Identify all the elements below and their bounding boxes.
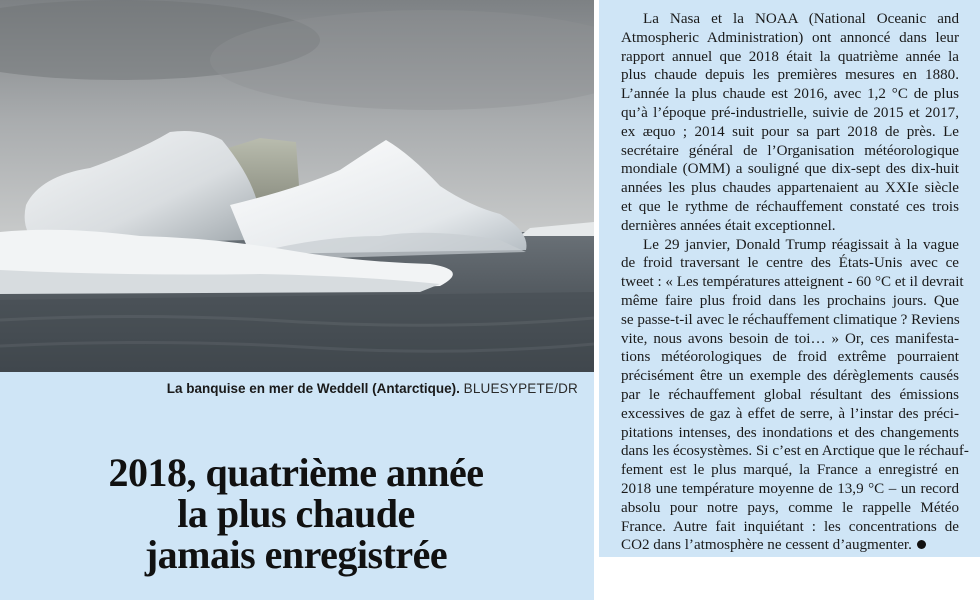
p2-line: dans les écosystèmes. Si c’est en Arctique que le réchauf- (621, 443, 969, 460)
p1-line: La Nasa et la NOAA (National Oceanic and (643, 11, 959, 27)
p2-last-line (621, 536, 959, 555)
p1-line: Atmospheric Administration) ont annoncé dans leur (621, 29, 959, 46)
headline-line-1: 2018, quatrième année (108, 450, 484, 495)
headline-line-2: la plus chaude (177, 491, 415, 536)
p2-line: absolu pour notre pays, comme le rappelle Météo (621, 499, 959, 516)
p2-line: pitations intenses, des inondations et des changements (621, 424, 959, 441)
article-body (621, 10, 969, 555)
p2-line: fement est le plus marqué, la France a enregistré en (621, 462, 959, 479)
iceberg-illustration (0, 0, 594, 372)
p1-line: mondiale (OMM) a souligné que dix-sept des dix-huit (621, 161, 959, 178)
p1-line: L’année la plus chaude est 2016, avec 1,2 °C de plus (621, 86, 959, 103)
paragraph-1 (621, 10, 959, 236)
p2-final-text: CO2 dans l’atmosphère ne cessent d’augmenter. (621, 537, 912, 554)
headline (40, 452, 552, 575)
p1-line: rapport annuel que 2018 était la quatrième année la (621, 48, 959, 65)
p2-line: précisément être un exemple des dérèglements causés (621, 368, 959, 385)
p1-line: secrétaire général de l’Organisation météorologique (621, 142, 959, 159)
p1-line: et que le rythme de réchauffement constaté ces trois (621, 198, 959, 215)
end-of-article-dot-icon (917, 540, 926, 549)
p1-line: dernières années était exceptionnel. (621, 217, 836, 234)
p2-line: tions météorologiques de froid extrême pourraient (621, 349, 959, 366)
p2-line: 2018 une température moyenne de 13,9 °C – un record (621, 480, 959, 497)
p2-line: vite, nous avons besoin de toi… » Or, ces manifesta- (621, 330, 959, 347)
iceberg-photo (0, 0, 594, 372)
p1-line: qu’à l’époque pré-industrielle, suivie de 2015 et 2017, (621, 104, 959, 121)
p2-line: se passe-t-il avec le réchauffement climatique ? Reviens (621, 311, 960, 328)
p2-line: tweet : « Les températures atteignent - 60 °C et il devrait (621, 274, 964, 291)
p2-line: même faire plus froid dans les prochains jours. Que (621, 292, 959, 309)
caption-text: La banquise en mer de Weddell (Antarctique). (166, 381, 460, 396)
p2-line: Le 29 janvier, Donald Trump réagissait à la vague (643, 236, 959, 253)
p2-line: par le réchauffement global résultant des émissions (621, 386, 959, 403)
p2-line: de froid traversant le centre des États-Unis avec ce (621, 255, 959, 272)
paragraph-2 (621, 236, 969, 556)
p1-line: années les plus chaudes appartenaient au XXIe siècle (621, 180, 959, 197)
headline-line-3: jamais enregistrée (144, 532, 448, 577)
photo-credit: BLUESYPETE/DR (463, 381, 578, 396)
p1-line: ex æquo ; 2014 suit pour sa part 2018 de près. Le (621, 123, 959, 140)
p1-line: plus chaude depuis les premières mesures en 1880. (621, 67, 959, 84)
photo-caption (0, 380, 578, 398)
p2-line: France. Autre fait inquiétant : les concentrations de (621, 518, 959, 535)
p2-line: excessives de gaz à effet de serre, à l’instar des préci- (621, 405, 959, 422)
